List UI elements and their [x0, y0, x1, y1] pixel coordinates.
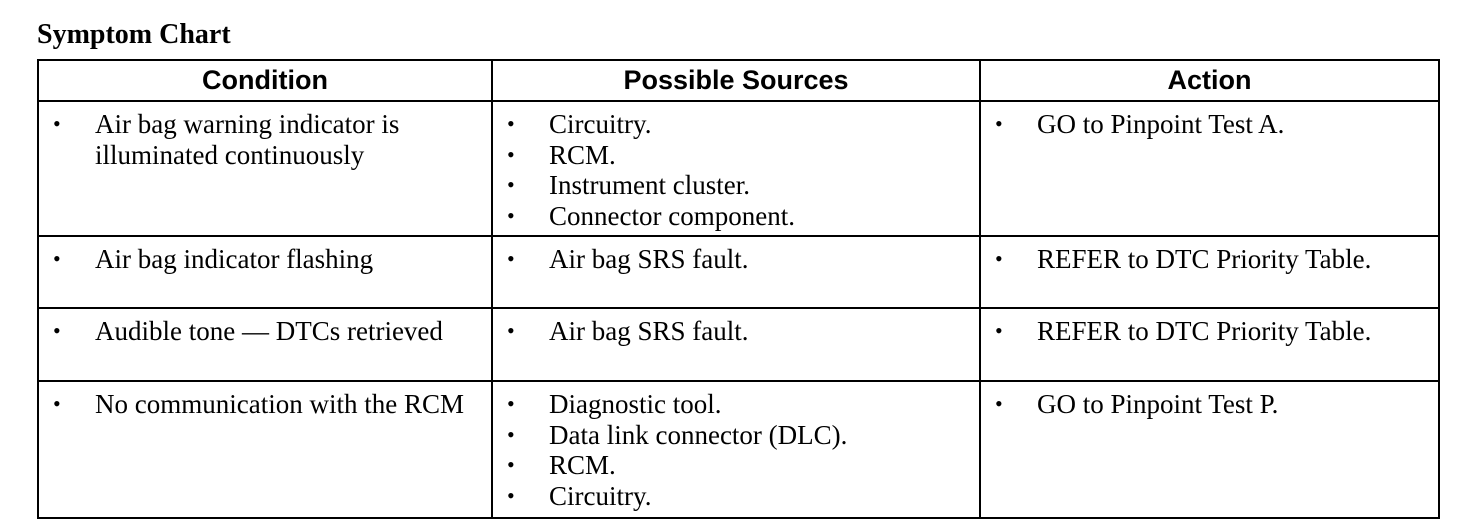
bullet-icon: • — [995, 391, 1003, 416]
action-text: GO to Pinpoint Test P. — [1037, 389, 1279, 419]
condition-list — [39, 109, 491, 170]
action-list — [981, 244, 1438, 275]
bullet-icon: • — [507, 172, 515, 197]
condition-cell — [38, 236, 492, 308]
list-item — [493, 244, 979, 275]
action-list — [981, 109, 1438, 140]
condition-text: Audible tone — DTCs retrieved — [95, 316, 443, 346]
bullet-icon: • — [507, 111, 515, 136]
list-item — [981, 389, 1438, 420]
bullet-icon: • — [507, 482, 515, 508]
list-item — [493, 389, 979, 420]
action-cell — [980, 236, 1439, 308]
list-item — [39, 316, 491, 347]
sources-list — [493, 389, 979, 511]
source-text: Instrument cluster. — [549, 170, 750, 200]
list-item — [39, 109, 491, 170]
bullet-icon: • — [507, 246, 515, 271]
sources-cell — [492, 101, 980, 236]
table-row — [38, 101, 1439, 236]
condition-cell — [38, 381, 492, 518]
bullet-icon: • — [53, 318, 61, 343]
source-text: Connector component. — [549, 200, 795, 231]
header-row — [38, 60, 1439, 101]
source-text: Air bag SRS fault. — [549, 244, 749, 274]
list-item — [39, 244, 491, 275]
list-item — [493, 201, 979, 232]
list-item — [39, 389, 491, 420]
condition-text: No communication with the RCM — [95, 389, 464, 419]
list-item — [493, 316, 979, 347]
bullet-icon: • — [995, 318, 1003, 343]
bullet-icon: • — [995, 246, 1003, 271]
source-text: Circuitry. — [549, 480, 652, 511]
action-text: GO to Pinpoint Test A. — [1037, 109, 1285, 139]
source-text: Air bag SRS fault. — [549, 316, 749, 346]
list-item — [493, 450, 979, 481]
header-action: Action — [980, 60, 1439, 101]
header-condition: Condition — [38, 60, 492, 101]
sources-list — [493, 244, 979, 275]
action-text: REFER to DTC Priority Table. — [1037, 316, 1372, 346]
list-item — [493, 140, 979, 171]
bullet-icon: • — [507, 202, 515, 228]
bullet-icon: • — [53, 391, 61, 416]
sources-list — [493, 109, 979, 231]
bullet-icon: • — [53, 246, 61, 271]
bullet-icon: • — [507, 391, 515, 416]
table-row — [38, 236, 1439, 308]
condition-list — [39, 244, 491, 275]
sources-list — [493, 316, 979, 347]
condition-text: Air bag indicator flashing — [95, 244, 374, 274]
condition-cell — [38, 308, 492, 381]
source-text: RCM. — [549, 450, 616, 480]
condition-cell — [38, 101, 492, 236]
list-item — [981, 244, 1438, 275]
bullet-icon: • — [507, 141, 515, 167]
action-text: REFER to DTC Priority Table. — [1037, 244, 1372, 274]
source-text: Data link connector (DLC). — [549, 419, 848, 450]
bullet-icon: • — [53, 111, 61, 136]
symptom-table — [37, 59, 1440, 519]
bullet-icon: • — [995, 111, 1003, 136]
source-text: RCM. — [549, 139, 616, 170]
sources-cell — [492, 308, 980, 381]
table-row — [38, 381, 1439, 518]
bullet-icon: • — [507, 318, 515, 343]
list-item — [493, 109, 979, 140]
list-item — [493, 420, 979, 451]
action-list — [981, 316, 1438, 347]
list-item — [981, 316, 1438, 347]
condition-list — [39, 316, 491, 347]
list-item — [981, 109, 1438, 140]
bullet-icon: • — [507, 421, 515, 447]
sources-cell — [492, 381, 980, 518]
page-title: Symptom Chart — [37, 19, 231, 50]
condition-list — [39, 389, 491, 420]
action-list — [981, 389, 1438, 420]
source-text: Diagnostic tool. — [549, 389, 722, 419]
table-row — [38, 308, 1439, 381]
list-item — [493, 170, 979, 201]
bullet-icon: • — [507, 452, 515, 477]
list-item — [493, 481, 979, 512]
action-cell — [980, 381, 1439, 518]
source-text: Circuitry. — [549, 109, 652, 139]
action-cell — [980, 101, 1439, 236]
action-cell — [980, 308, 1439, 381]
sources-cell — [492, 236, 980, 308]
condition-text: Air bag warning indicator is illuminated continuously — [95, 109, 400, 170]
header-possible-sources: Possible Sources — [492, 60, 980, 101]
